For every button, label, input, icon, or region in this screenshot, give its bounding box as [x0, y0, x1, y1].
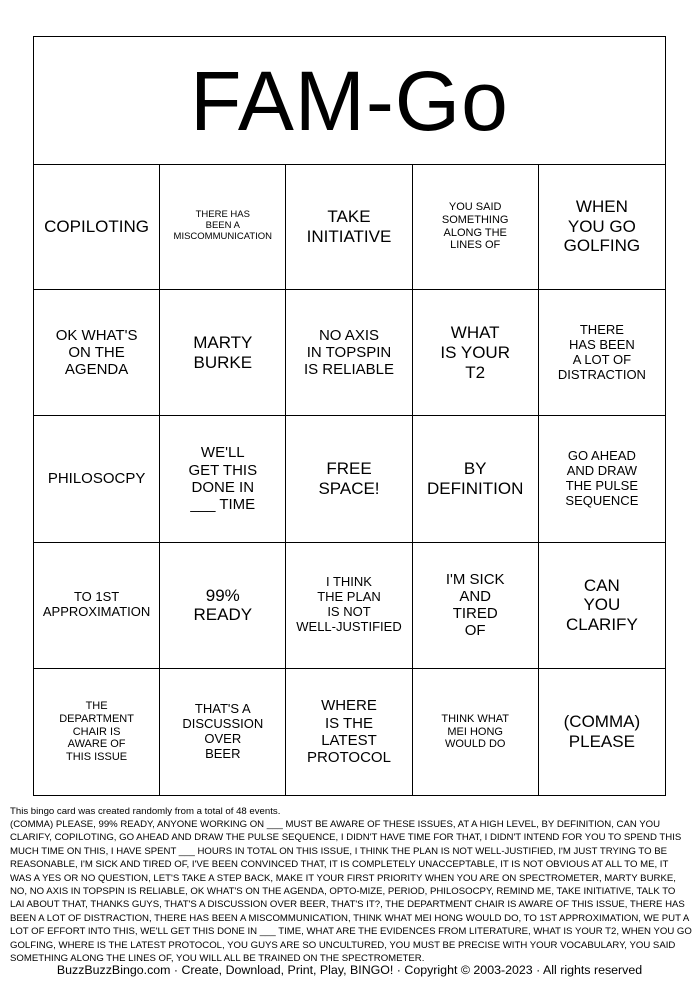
- bingo-cell-2: THERE HAS BEEN A MISCOMMUNICATION: [160, 164, 286, 290]
- bingo-cell-9: WHAT IS YOUR T2: [413, 290, 539, 416]
- bingo-cell-23: WHERE IS THE LATEST PROTOCOL: [286, 669, 412, 795]
- copyright-footer: BuzzBuzzBingo.com · Create, Download, Print, Play, BINGO! · Copyright © 2003-2023 · All rights reserved: [56, 963, 643, 977]
- bingo-cell-17: 99% READY: [160, 543, 286, 669]
- bingo-cell-18: I THINK THE PLAN IS NOT WELL-JUSTIFIED: [286, 543, 412, 669]
- bingo-cell-1: COPILOTING: [34, 164, 160, 290]
- bingo-grid: [34, 164, 665, 795]
- bingo-cell-15: GO AHEAD AND DRAW THE PULSE SEQUENCE: [539, 416, 665, 542]
- bingo-cell-3: TAKE INITIATIVE: [286, 164, 412, 290]
- bingo-cell-12: WE'LL GET THIS DONE IN ___ TIME: [160, 416, 286, 542]
- bingo-cell-11: PHILOSOCPY: [34, 416, 160, 542]
- bingo-card: [33, 36, 666, 796]
- bingo-cell-10: THERE HAS BEEN A LOT OF DISTRACTION: [539, 290, 665, 416]
- card-generation-note: This bingo card was created randomly from a total of 48 events.: [10, 806, 281, 817]
- event-list: (COMMA) PLEASE, 99% READY, ANYONE WORKING ON ___ MUST BE AWARE OF THESE ISSUES, AT A HIGH LEVEL, BY DEFINITION, CAN YOU CLARIFY, COPILOTING, GO AHEAD AND DRAW THE PULSE SEQUENCE, I DIDN'T HAVE TIME FOR THAT, I DIDN'T INTEND FOR YOU TO SPEND THIS MUCH TIME ON THIS, I HAVE SPENT ___ HOURS IN TOTAL ON THIS ISSUE, I THINK THE PLAN IS NOT WELL-JUSTIFIED, I'M JUST TRYING TO BE REASONABLE, I'M SICK AND TIRED OF, I'VE BEEN CONVINCED THAT, IT IS COMPLETELY UNACCEPTABLE, IT IS NOT OBVIOUS AT ALL TO ME, IT WAS A YES OR NO QUESTION, LET'S TAKE A STEP BACK, MAKE IT YOUR FIRST PRIORITY WHEN YOU ARE ON SPECTROMETER, MARTY BURKE, NO, NO AXIS IN TOPSPIN IS RELIABLE, OK WHAT'S ON THE AGENDA, OPTO-MIZE, PERIOD, PHILOSOCPY, REMIND ME, TAKE INITIATIVE, TALK TO LAI ABOUT THAT, THANKS GUYS, THAT'S A DISCUSSION OVER BEER, THAT'S IT?, THE DEPARTMENT CHAIR IS AWARE OF THIS ISSUE, THERE HAS BEEN A LOT OF DISTRACTION, THERE HAS BEEN A MISCOMMUNICATION, THINK WHAT MEI HONG WOULD DO, TO 1ST APPROXIMATION, WE PUT A LOT OF EFFORT INTO THIS, WE'LL GET THIS DONE IN ___ TIME, WHAT ARE THE EVIDENCES FROM LITERATURE, WHAT IS YOUR T2, WHEN YOU GO GOLFING, WHERE IS THE LATEST PROTOCOL, YOU GUYS ARE SO UNCULTURED, YOU MUST BE PRECISE WITH YOUR VOCABULARY, YOU SAID SOMETHING ALONG THE LINES OF, YOU WILL ALL BE TRAINED ON THE SPECTROMETER.: [10, 819, 692, 965]
- bingo-cell-25: (COMMA) PLEASE: [563, 712, 641, 751]
- bingo-cell-21: THE DEPARTMENT CHAIR IS AWARE OF THIS ISSUE: [34, 669, 160, 795]
- bingo-cell-16: TO 1ST APPROXIMATION: [34, 543, 160, 669]
- bingo-cell-6: OK WHAT'S ON THE AGENDA: [34, 290, 160, 416]
- bingo-cell-22: THAT'S A DISCUSSION OVER BEER: [160, 669, 286, 795]
- bingo-cell-24: THINK WHAT MEI HONG WOULD DO: [413, 669, 539, 795]
- card-title: FAM-Go: [34, 37, 665, 165]
- bingo-cell-7: MARTY BURKE: [160, 290, 286, 416]
- bingo-cell-20: CAN YOU CLARIFY: [539, 543, 665, 669]
- bingo-cell-19: I'M SICK AND TIRED OF: [413, 543, 539, 669]
- bingo-cell-free: FREE SPACE!: [286, 416, 412, 542]
- bingo-cell-5: WHEN YOU GO GOLFING: [539, 164, 665, 290]
- bingo-cell-14: BY DEFINITION: [413, 416, 539, 542]
- bingo-cell-4: YOU SAID SOMETHING ALONG THE LINES OF: [413, 164, 539, 290]
- bingo-cell-8: NO AXIS IN TOPSPIN IS RELIABLE: [286, 290, 412, 416]
